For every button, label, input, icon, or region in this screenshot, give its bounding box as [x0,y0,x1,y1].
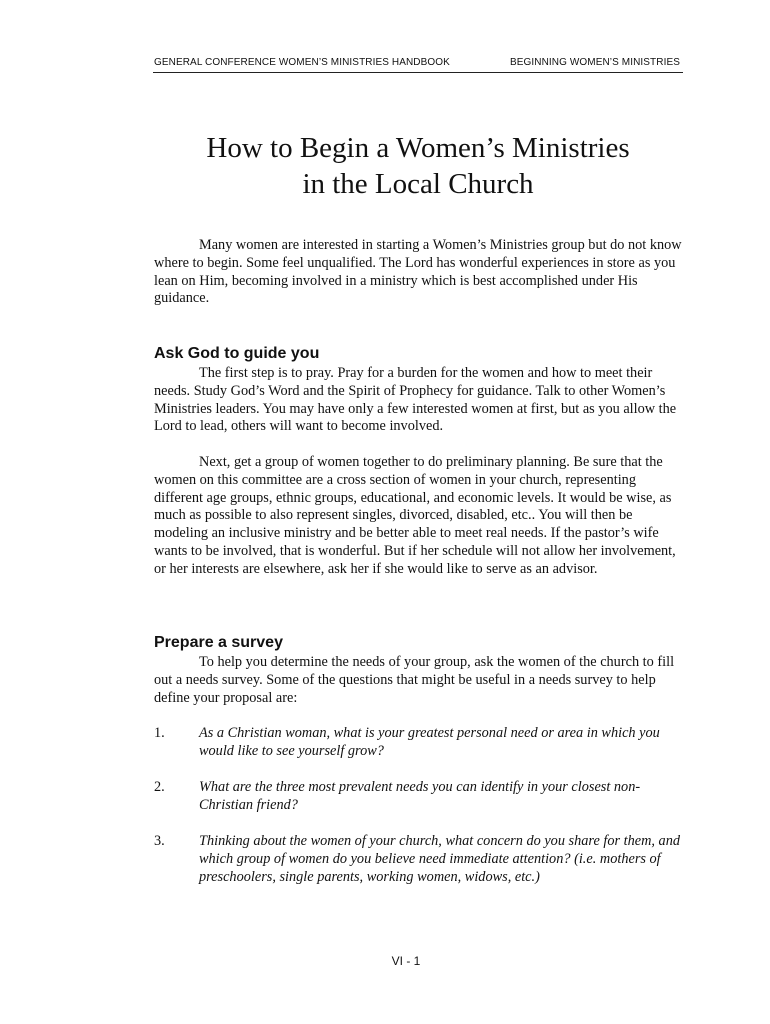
section-heading-prepare-survey: Prepare a survey [154,634,283,651]
running-header [153,56,683,73]
question-number: 1. [154,725,165,741]
page-title-line-1: How to Begin a Women’s Ministries [206,132,630,164]
header-left-title: GENERAL CONFERENCE WOMEN’S MINISTRIES HANDBOOK [154,57,450,68]
survey-intro-paragraph: To help you determine the needs of your group, ask the women of the church to fill out a needs survey. Some of the questions that might be useful in a needs survey to help define your proposal are: [154,654,675,706]
section-heading-ask-god: Ask God to guide you [154,345,320,362]
question-text: Thinking about the women of your church, what concern do you share for them, and which group of women do you believe need immediate attention? (i.e. mothers of preschoolers, single parents, working women, widows, etc.) [199,833,681,885]
question-number: 3. [154,833,165,849]
header-right-title: BEGINNING WOMEN’S MINISTRIES [509,57,680,68]
ask-god-paragraph-1: The first step is to pray. Pray for a burden for the women and how to meet their needs. Study God’s Word and the Spirit of Prophecy for guidance. Talk to other Women’s Ministries leaders. You may have only a few interested women at first, but as you allow the Lord to lead, others will want to become involved. [154,365,677,435]
question-text: As a Christian woman, what is your greatest personal need or area in which you would like to see yourself grow? [199,725,660,759]
ask-god-paragraph-2: Next, get a group of women together to do preliminary planning. Be sure that the women on this committee are a cross section of women in your church, representing different age groups, ethnic groups, educational, and economic levels. It would be wise, as much as possible to also represent singles, divorced, disabled, etc.. You will then be modeling an inclusive ministry and be better able to meet real needs. If the pastor’s wife wants to be involved, that is wonderful. But if her schedule will not allow her involvement, or her interests are elsewhere, ask her if she would like to serve as an advisor. [154,454,676,577]
survey-question-2 [154,779,684,815]
survey-question-1 [154,725,684,761]
page-title [153,130,683,202]
page-title-line-2: in the Local Church [302,168,534,200]
question-number: 2. [154,779,165,795]
intro-paragraph: Many women are interested in starting a Women’s Ministries group but do not know where to begin. Some feel unqualified. The Lord has wonderful experiences in store as you lean on Him, becoming involved in a ministry which is best accomplished under His guidance. [154,237,682,307]
question-text: What are the three most prevalent needs you can identify in your closest non-Christian friend? [199,779,641,813]
survey-question-3 [154,833,684,886]
page-number: VI - 1 [391,954,421,968]
